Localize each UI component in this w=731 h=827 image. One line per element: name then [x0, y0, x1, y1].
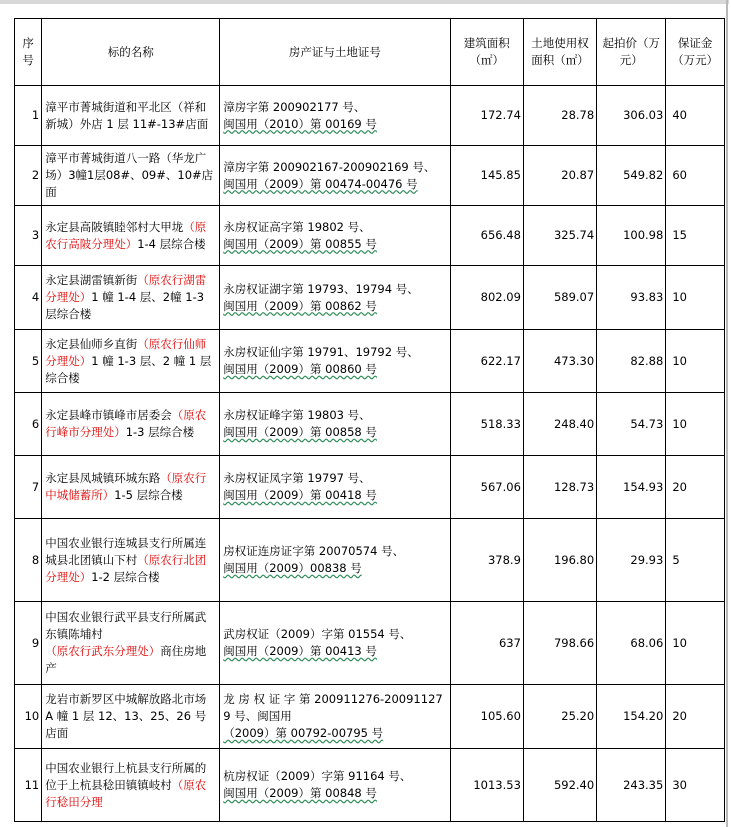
cell-price-price: 82.88 — [630, 353, 664, 368]
cell-name-name-tail: 1-3 层综合楼 — [125, 425, 195, 439]
cell-name-name-red: （原农行稔田分理 — [45, 777, 207, 809]
cell-name-name-tail: 1 幢 1-4 层、2幢 1-3 层综合楼 — [45, 290, 205, 321]
cell-price-price: 549.82 — [623, 168, 664, 182]
cell-build-area-build: 378.9 — [487, 552, 521, 567]
cell-land-area-land: 589.07 — [553, 290, 595, 304]
cell-no-no: 7 — [31, 479, 40, 494]
cell-deposit-deposit: 15 — [672, 228, 687, 242]
cell-deposit-deposit: 60 — [672, 168, 687, 182]
cell-deposit-deposit: 10 — [672, 353, 687, 368]
cell-deposit — [666, 330, 725, 393]
cell-price-price: 154.20 — [623, 709, 664, 723]
cell-build-area-build: 1013.53 — [473, 777, 521, 792]
cell-land-area-land: 473.30 — [553, 353, 595, 368]
cell-name-name-tail: 1-2 层综合楼 — [91, 569, 160, 584]
cell-build-area-build: 567.06 — [480, 479, 521, 494]
cell-build-area-build: 172.74 — [480, 108, 521, 122]
cell-deposit-deposit: 30 — [672, 777, 687, 792]
cell-deposit — [666, 86, 725, 146]
cell-cert-cert2: 闽国用（2009）第 00418 号 — [223, 488, 377, 502]
cell-build-area — [450, 86, 523, 146]
cell-price-price: 100.98 — [623, 228, 664, 242]
cell-name-name: 中国农业银行上杭县支行所属的位于上杭县稔田镇镇岐村 — [45, 760, 207, 792]
header-deposit: 保证金（万元） — [666, 19, 725, 86]
cell-price-price: 154.93 — [623, 479, 664, 494]
cell-land-area — [523, 456, 596, 519]
cell-cert — [220, 86, 450, 146]
table-row — [15, 86, 725, 146]
cell-build-area-build: 637 — [498, 635, 521, 650]
cell-land-area — [523, 749, 596, 822]
cell-no-no: 9 — [31, 635, 40, 650]
cell-deposit-deposit: 10 — [672, 290, 687, 304]
table-row — [15, 685, 725, 749]
cell-price — [597, 749, 666, 822]
header-cert: 房产证与土地证号 — [220, 19, 450, 86]
header-name: 标的名称 — [42, 19, 220, 86]
cell-price — [597, 330, 666, 393]
header-price: 起拍价（万元） — [597, 19, 666, 86]
cell-land-area-land: 25.20 — [561, 709, 595, 723]
cell-no — [15, 519, 42, 602]
cell-build-area-build: 105.60 — [480, 709, 521, 723]
cell-land-area — [523, 602, 596, 685]
cell-name — [42, 519, 220, 602]
cell-cert-cert1: 漳房字第 200902167-200902169 号、 — [223, 159, 436, 174]
cell-deposit — [666, 393, 725, 456]
cell-name — [42, 602, 220, 685]
cell-cert-cert1: 永房权证峰字第 19803 号、 — [223, 408, 371, 422]
cell-build-area — [450, 206, 523, 266]
cell-deposit-deposit: 5 — [672, 552, 680, 567]
cell-price-price: 29.93 — [630, 552, 664, 567]
cell-name-name: 永定县湖雷镇新街 — [45, 273, 138, 287]
header-build-area: 建筑面积（㎡） — [450, 19, 523, 86]
cell-build-area — [450, 602, 523, 685]
cell-name — [42, 86, 220, 146]
cell-name-name-tail: 商住房地产 — [45, 644, 207, 675]
cell-no-no: 8 — [31, 552, 40, 567]
cell-land-area — [523, 685, 596, 749]
cell-deposit — [666, 685, 725, 749]
cell-price-price: 243.35 — [623, 777, 664, 792]
table-row — [15, 519, 725, 602]
cell-land-area — [523, 146, 596, 206]
cell-no — [15, 749, 42, 822]
table-row — [15, 146, 725, 206]
cell-cert-cert1: 武房权证（2009）字第 01554 号、 — [223, 627, 412, 641]
cell-cert-cert2: （2009）第 00792-00795 号 — [223, 726, 384, 740]
cell-name — [42, 749, 220, 822]
cell-deposit-deposit: 10 — [672, 635, 687, 650]
cell-name-name-red: （原农行高陂分理处） — [45, 219, 207, 251]
cell-land-area-land: 196.80 — [553, 552, 595, 567]
table-row — [15, 602, 725, 685]
cell-cert — [220, 749, 450, 822]
cell-deposit-deposit: 10 — [672, 416, 687, 431]
cell-price — [597, 685, 666, 749]
cell-name-name-tail: 1-4 层综合楼 — [137, 236, 206, 251]
cell-build-area — [450, 330, 523, 393]
cell-name-name: 永定县峰市镇峰市居委会 — [45, 408, 172, 422]
cell-build-area — [450, 519, 523, 602]
cell-cert-cert2: 闽国用（2009）第 00858 号 — [223, 425, 377, 439]
cell-deposit — [666, 602, 725, 685]
auction-table — [14, 18, 725, 822]
cell-name-name-red: （原农行中城储蓄所） — [45, 471, 207, 502]
header-no: 序号 — [15, 19, 42, 86]
cell-no-no: 11 — [24, 777, 40, 792]
cell-cert — [220, 519, 450, 602]
cell-land-area — [523, 393, 596, 456]
cell-deposit — [666, 519, 725, 602]
cell-price — [597, 393, 666, 456]
cell-land-area-land: 248.40 — [553, 416, 595, 431]
cell-cert-cert2: 闽国用（2009）第 00855 号 — [223, 236, 377, 251]
cell-build-area-build: 802.09 — [480, 290, 521, 304]
cell-name-name: 中国农业银行武平县支行所属武东镇陈埔村 — [45, 610, 207, 641]
cell-land-area — [523, 266, 596, 330]
cell-cert-cert1: 永房权证凤字第 19797 号、 — [223, 471, 371, 485]
cell-name-name: 永定县仙师乡直街 — [45, 336, 138, 351]
cell-cert-cert2: 闽国用（2009）第 00413 号 — [223, 644, 377, 658]
cell-cert-cert1: 永房权证高字第 19802 号、 — [223, 219, 371, 234]
cell-build-area — [450, 456, 523, 519]
cell-deposit-deposit: 40 — [672, 108, 687, 122]
cell-land-area-land: 798.66 — [553, 635, 595, 650]
cell-name-name: 龙岩市新罗区中城解放路北市场 A 幢 1 层 12、13、25、26 号店面 — [45, 692, 207, 740]
cell-land-area-land: 28.78 — [561, 108, 595, 122]
cell-deposit — [666, 456, 725, 519]
cell-name — [42, 330, 220, 393]
cell-name-name-tail: 1-5 层综合楼 — [114, 488, 183, 502]
cell-cert-cert2: 闽国用（2009）第 00860 号 — [223, 362, 377, 376]
cell-cert-cert1: 房权证连房证字第 20070574 号、 — [223, 544, 405, 558]
cell-no-no: 10 — [24, 709, 40, 723]
cell-land-area — [523, 330, 596, 393]
header-row — [15, 19, 725, 86]
cell-cert — [220, 602, 450, 685]
cell-no-no: 4 — [31, 290, 40, 304]
table-row — [15, 330, 725, 393]
table-row — [15, 206, 725, 266]
cell-land-area-land: 20.87 — [561, 168, 595, 182]
cell-cert-cert1: 龙 房 权 证 字 第 200911276-200911279 号、闽国用 — [223, 692, 443, 723]
cell-build-area — [450, 685, 523, 749]
cell-build-area-build: 622.17 — [480, 353, 521, 368]
cell-no — [15, 685, 42, 749]
cell-land-area — [523, 86, 596, 146]
cell-cert — [220, 266, 450, 330]
cell-deposit — [666, 146, 725, 206]
cell-price — [597, 206, 666, 266]
cell-no-no: 3 — [31, 228, 40, 242]
cell-cert-cert2: 闽国用（2009）第 00862 号 — [223, 298, 377, 313]
cell-no — [15, 86, 42, 146]
cell-name-name: 永定县高陂镇睦邻村大甲垅 — [45, 219, 184, 234]
cell-no — [15, 602, 42, 685]
cell-no — [15, 146, 42, 206]
cell-land-area-land: 325.74 — [553, 228, 595, 242]
cell-deposit-deposit: 20 — [672, 479, 687, 494]
cell-name-name-red: （原农行峰市分理处） — [45, 408, 207, 439]
cell-land-area — [523, 519, 596, 602]
cell-name-name: 漳平市菁城街道和平北区（祥和新城）外店 1 层 11#-13#店面 — [45, 99, 209, 131]
cell-no-no: 2 — [31, 168, 40, 182]
cell-build-area-build: 656.48 — [480, 228, 521, 242]
cell-name-name-red: （原农行北团分理处） — [45, 552, 207, 584]
cell-build-area — [450, 266, 523, 330]
cell-cert-cert1: 杭房权证（2009）字第 91164 号、 — [223, 769, 412, 783]
cell-cert-cert1: 漳房字第 200902177 号、 — [223, 99, 366, 114]
cell-name — [42, 393, 220, 456]
cell-name — [42, 206, 220, 266]
cell-deposit — [666, 266, 725, 330]
cell-price — [597, 86, 666, 146]
cell-price-price: 68.06 — [630, 635, 664, 650]
cell-name-name-red: （原农行湖雷分理处） — [45, 273, 207, 304]
cell-price — [597, 456, 666, 519]
cell-no — [15, 393, 42, 456]
table-row — [15, 749, 725, 822]
cell-deposit-deposit: 20 — [672, 709, 687, 723]
cell-cert-cert2: 闽国用（2009）第 00474-00476 号 — [223, 176, 418, 191]
cell-name-name: 中国农业银行连城县支行所属连城县北团镇山下村 — [45, 535, 207, 567]
header-land-area: 土地使用权面积（㎡） — [523, 19, 596, 86]
cell-cert-cert1: 永房权证仙字第 19791、19792 号、 — [223, 345, 419, 359]
cell-build-area — [450, 146, 523, 206]
cell-build-area — [450, 749, 523, 822]
cell-name — [42, 685, 220, 749]
cell-no — [15, 456, 42, 519]
cell-price-price: 54.73 — [630, 416, 664, 431]
cell-no-no: 5 — [31, 353, 40, 368]
cell-price-price: 93.83 — [630, 290, 664, 304]
cell-deposit — [666, 206, 725, 266]
cell-price — [597, 602, 666, 685]
cell-price-price: 306.03 — [623, 108, 664, 122]
table-row — [15, 266, 725, 330]
cell-cert-cert2: 闽国用（2009）00838 号 — [223, 561, 362, 575]
cell-name-name-red: （原农行武东分理处） — [45, 644, 161, 658]
cell-cert — [220, 393, 450, 456]
cell-cert-cert1: 永房权证湖字第 19793、19794 号、 — [223, 281, 419, 296]
table-row — [15, 456, 725, 519]
cell-cert — [220, 685, 450, 749]
cell-no — [15, 330, 42, 393]
cell-price — [597, 266, 666, 330]
cell-name-name-red: （原农行仙师分理处） — [45, 336, 207, 368]
cell-cert-cert2: 闽国用（2009）第 00848 号 — [223, 786, 377, 800]
cell-cert — [220, 456, 450, 519]
cell-land-area-land: 128.73 — [553, 479, 595, 494]
cell-cert — [220, 330, 450, 393]
cell-price — [597, 519, 666, 602]
cell-land-area — [523, 206, 596, 266]
cell-cert — [220, 206, 450, 266]
cell-name — [42, 146, 220, 206]
cell-cert — [220, 146, 450, 206]
cell-name-name: 永定县凤城镇环城东路 — [45, 471, 161, 485]
cell-build-area — [450, 393, 523, 456]
cell-name — [42, 456, 220, 519]
cell-name — [42, 266, 220, 330]
cell-name-name-tail: 1 幢 1-3 层、2 幢 1 层综合楼 — [45, 353, 212, 385]
cell-build-area-build: 518.33 — [480, 416, 521, 431]
cell-land-area-land: 592.40 — [553, 777, 595, 792]
cell-no — [15, 266, 42, 330]
cell-build-area-build: 145.85 — [480, 168, 521, 182]
cell-no-no: 6 — [31, 416, 40, 431]
cell-name-name: 漳平市菁城街道八一路（华龙广场）3幢1层08#、09#、10#店面 — [45, 151, 214, 199]
cell-no — [15, 206, 42, 266]
cell-price — [597, 146, 666, 206]
cell-no-no: 1 — [31, 108, 40, 122]
table-row — [15, 393, 725, 456]
cell-deposit — [666, 749, 725, 822]
cell-cert-cert2: 闽国用（2010）第 00169 号 — [223, 116, 377, 131]
